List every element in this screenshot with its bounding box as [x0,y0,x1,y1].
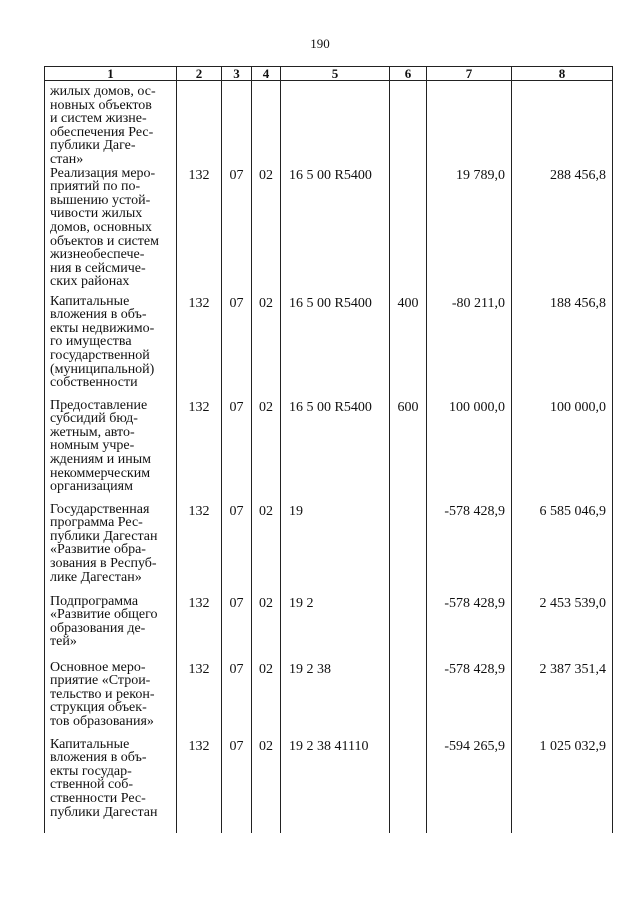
total-amount-cell [512,81,613,167]
expense-type-cell: 400 [390,295,427,399]
subchapter-code-cell: 02 [252,399,281,503]
column-header-1: 1 [45,67,177,81]
total-amount-cell: 2 453 539,0 [512,595,613,661]
target-article-cell: 16 5 00 R5400 [281,295,390,399]
section-code-cell: 132 [177,295,222,399]
target-article-cell: 19 [281,503,390,595]
column-header-7: 7 [427,67,512,81]
table-row [45,661,613,738]
total-amount-cell: 100 000,0 [512,399,613,503]
expense-type-cell: 600 [390,399,427,503]
column-header-5: 5 [281,67,390,81]
change-amount-cell [427,81,512,167]
budget-table [44,66,613,833]
change-amount-cell: -578 428,9 [427,595,512,661]
chapter-code-cell: 07 [222,167,252,295]
subchapter-code-cell: 02 [252,661,281,738]
target-article-cell [281,81,390,167]
expense-type-cell [390,167,427,295]
expense-type-cell [390,661,427,738]
change-amount-cell: 19 789,0 [427,167,512,295]
target-article-cell: 16 5 00 R5400 [281,399,390,503]
row-name-cell: Капитальные вложения в объ- екты недвижимо- го имущества государственной (муниципальной) собственности [45,295,177,399]
subchapter-code-cell: 02 [252,295,281,399]
row-name-cell: Подпрограмма «Развитие общего образования де- тей» [45,595,177,661]
column-header-row [45,67,613,81]
section-code-cell [177,81,222,167]
subchapter-code-cell: 02 [252,595,281,661]
change-amount-cell: -594 265,9 [427,738,512,833]
row-name-cell: Предоставление субсидий бюд- жетным, авто- номным учре- ждениям и иным некоммерческим организациям [45,399,177,503]
chapter-code-cell: 07 [222,738,252,833]
table-row [45,738,613,833]
total-amount-cell: 1 025 032,9 [512,738,613,833]
section-code-cell: 132 [177,738,222,833]
target-article-cell: 19 2 38 [281,661,390,738]
subchapter-code-cell: 02 [252,167,281,295]
row-name-cell: Государственная программа Рес- публики Дагестан «Развитие обра- зования в Респуб- лике Дагестан» [45,503,177,595]
total-amount-cell: 6 585 046,9 [512,503,613,595]
subchapter-code-cell: 02 [252,738,281,833]
row-name-cell: Капитальные вложения в объ- екты государ- ственной соб- ственности Рес- публики Дагестан [45,738,177,833]
table-row [45,295,613,399]
expense-type-cell [390,503,427,595]
section-code-cell: 132 [177,503,222,595]
target-article-cell: 19 2 38 41110 [281,738,390,833]
row-name-cell: Реализация меро- приятий по по- вышению устой- чивости жилых домов, основных объектов и систем жизнеобеспече- ния в сейсмиче- ских районах [45,167,177,295]
expense-type-cell [390,81,427,167]
table-row [45,503,613,595]
page-number: 190 [310,36,330,51]
expense-type-cell [390,595,427,661]
section-code-cell: 132 [177,595,222,661]
expense-type-cell [390,738,427,833]
table-row [45,399,613,503]
chapter-code-cell: 07 [222,399,252,503]
target-article-cell: 16 5 00 R5400 [281,167,390,295]
target-article-cell: 19 2 [281,595,390,661]
change-amount-cell: 100 000,0 [427,399,512,503]
table-row [45,167,613,295]
table-row [45,81,613,167]
section-code-cell: 132 [177,399,222,503]
column-header-4: 4 [252,67,281,81]
column-header-8: 8 [512,67,613,81]
section-code-cell: 132 [177,661,222,738]
column-header-6: 6 [390,67,427,81]
row-name-cell: жилых домов, ос- новных объектов и систем жизне- обеспечения Рес- публики Даге- стан» [45,81,177,167]
change-amount-cell: -80 211,0 [427,295,512,399]
chapter-code-cell [222,81,252,167]
subchapter-code-cell [252,81,281,167]
change-amount-cell: -578 428,9 [427,661,512,738]
chapter-code-cell: 07 [222,661,252,738]
row-name-cell: Основное меро- приятие «Строи- тельство и рекон- струкция объек- тов образования» [45,661,177,738]
total-amount-cell: 2 387 351,4 [512,661,613,738]
table-row [45,595,613,661]
column-header-2: 2 [177,67,222,81]
section-code-cell: 132 [177,167,222,295]
column-header-3: 3 [222,67,252,81]
subchapter-code-cell: 02 [252,503,281,595]
total-amount-cell: 188 456,8 [512,295,613,399]
chapter-code-cell: 07 [222,503,252,595]
total-amount-cell: 288 456,8 [512,167,613,295]
chapter-code-cell: 07 [222,295,252,399]
chapter-code-cell: 07 [222,595,252,661]
change-amount-cell: -578 428,9 [427,503,512,595]
